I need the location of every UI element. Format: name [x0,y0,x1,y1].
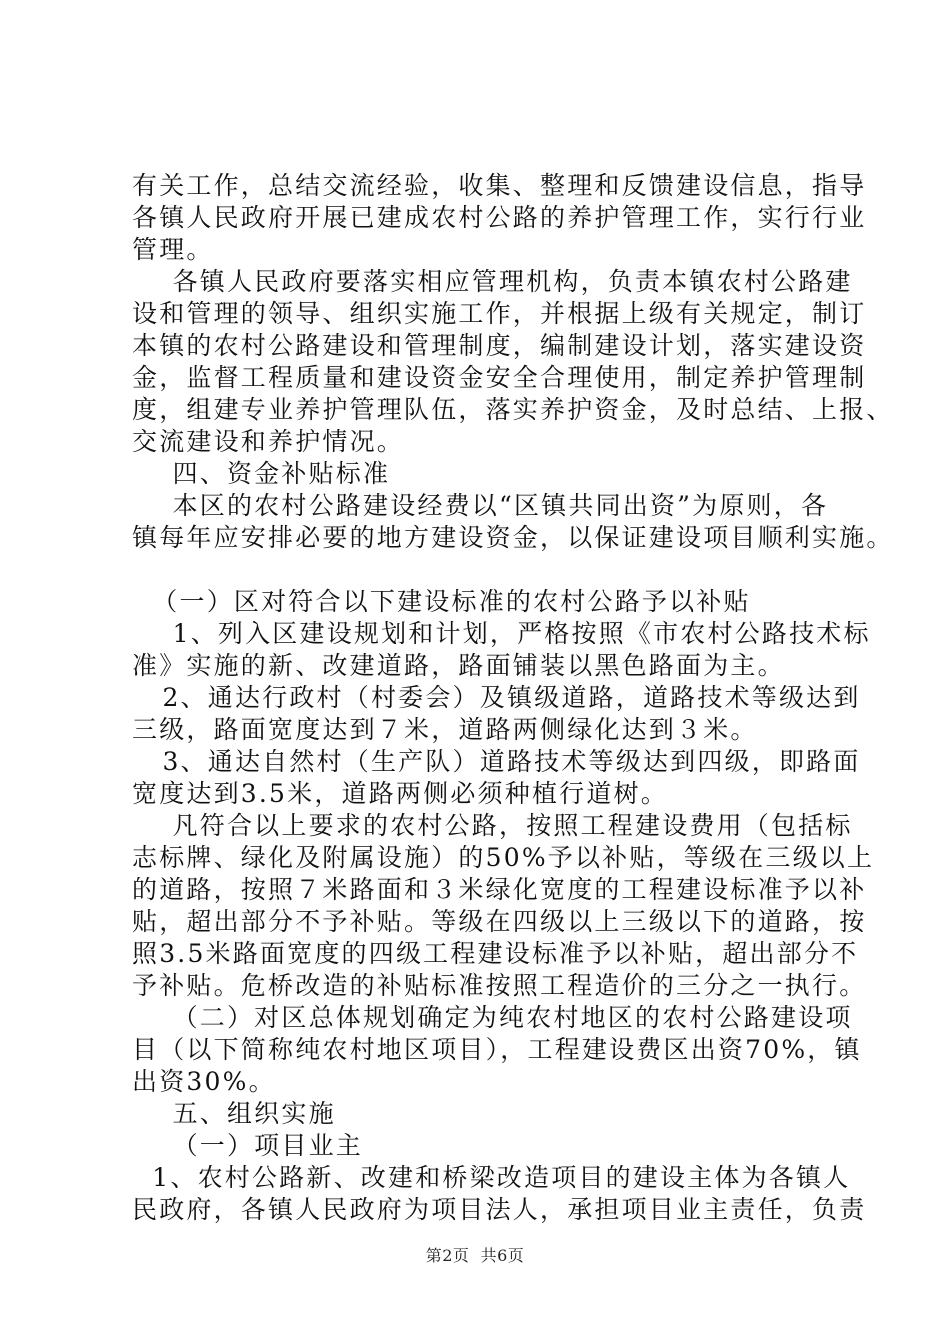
text-line: 民政府，各镇人民政府为项目法人，承担项目业主责任，负责 [132,1195,867,1224]
text-line: 3、通达自然村（生产队）道路技术等级达到四级，即路面 [132,747,861,776]
text-line: 本镇的农村公路建设和管理制度，编制建设计划，落实建设资 [132,331,867,360]
subsection-heading: （二）对区总体规划确定为纯农村地区的农村公路建设项 [132,1003,853,1032]
text-line: 目（以下简称纯农村地区项目），工程建设费区出资70%，镇 [132,1035,862,1064]
text-line: 凡符合以上要求的农村公路，按照工程建设费用（包括标 [132,811,853,840]
blank-line [132,554,832,586]
text-line: 准》实施的新、改建道路，路面铺装以黑色路面为主。 [132,651,785,680]
text-line: 的道路，按照７米路面和３米绿化宽度的工程建设标准予以补 [132,875,867,904]
text-line: 镇每年应安排必要的地方建设资金，以保证建设项目顺利实施。 [132,523,894,552]
text-line: 本区的农村公路建设经费以“区镇共同出资”为原则，各 [132,491,829,520]
text-line: 有关工作，总结交流经验，收集、整理和反馈建设信息，指导 [132,171,867,200]
text-line: 照3.5米路面宽度的四级工程建设标准予以补贴，超出部分不 [132,939,859,968]
text-line: 1、列入区建设规划和计划，严格按照《市农村公路技术标 [132,619,871,648]
subsection-heading: （一）区对符合以下建设标准的农村公路予以补贴 [132,587,751,616]
document-body [132,170,894,1226]
page-number-footer: 第2页 共6页 [425,1246,525,1265]
text-line: 管理。 [132,235,214,264]
text-line: 出资30%。 [132,1067,276,1096]
text-line: 设和管理的领导、组织实施工作，并根据上级有关规定，制订 [132,299,867,328]
text-line: 各镇人民政府要落实相应管理机构，负责本镇农村公路建 [132,267,853,296]
text-line: 1、农村公路新、改建和桥梁改造项目的建设主体为各镇人 [132,1163,851,1192]
section-heading: 四、资金补贴标准 [132,459,391,488]
text-line: 度，组建专业养护管理队伍，落实养护资金，及时总结、上报、 [132,395,894,424]
text-line: 志标牌、绿化及附属设施）的50%予以补贴，等级在三级以上 [132,843,875,872]
text-line: 予补贴。危桥改造的补贴标准按照工程造价的三分之一执行。 [132,971,867,1000]
text-line: 三级，路面宽度达到７米，道路两侧绿化达到３米。 [132,715,758,744]
text-line: 金，监督工程质量和建设资金安全合理使用，制定养护管理制 [132,363,867,392]
text-line: 2、通达行政村（村委会）及镇级道路，道路技术等级达到 [132,683,861,712]
text-line: 交流建设和养护情况。 [132,427,405,456]
text-line: 各镇人民政府开展已建成农村公路的养护管理工作，实行行业 [132,203,867,232]
text-line: 宽度达到3.5米，道路两侧必须种植行道树。 [132,779,668,808]
text-line: 贴，超出部分不予补贴。等级在四级以上三级以下的道路，按 [132,907,867,936]
subsection-heading: （一）项目业主 [132,1131,363,1160]
section-heading: 五、组织实施 [132,1099,336,1128]
